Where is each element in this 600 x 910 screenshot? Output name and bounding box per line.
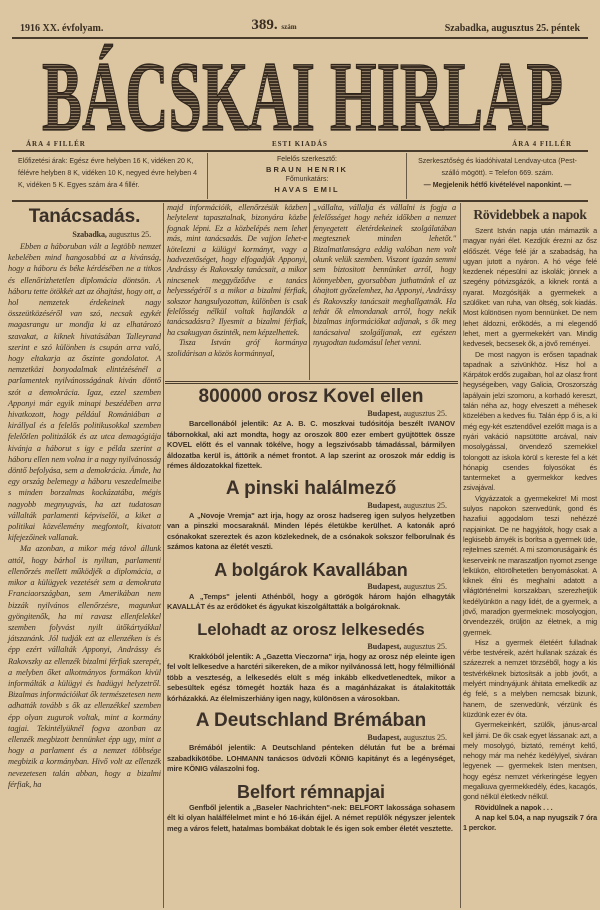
news-body: A „Temps" jelenti Athénből, hogy a görögök három hajón elhagyták KAVALLÁT és az erődöket és ágyukat kiszolgáltatták a bolgároknak.: [167, 591, 455, 611]
divider: [12, 37, 588, 39]
news-body: A „Novoje Vremja" azt irja, hogy az orosz hadsereg igen sulyos helyzetben van a pinszki mocsaraknál. Minden lépés életükbe kerülhet. A katonák apró csónakokat szereztek és azon közlekednek, de a csónakok sokszor felborulnak és számos katona az életét veszti.: [167, 510, 455, 551]
issue-number: 389. szám: [251, 17, 297, 33]
dateline: Szabadka, augusztus 25.: [72, 230, 151, 239]
divider: [165, 381, 458, 384]
right-column: [463, 205, 597, 834]
newspaper-title: [40, 42, 565, 140]
editor-label: Felelős szerkesztő:: [277, 156, 337, 163]
editorial-continuation-1: [167, 203, 307, 359]
news-body: Genfből jelentik a „Baseler Nachrichten"-nek: BELFORT lakossága sohasem élt ki olyan halálfélelmet mint e hó 16-ikán éjjel. A német repülők négyszer jelentek meg a város felett, hatalmas bombákat dobtak le és igen sok ember életét vesztette.: [167, 802, 455, 833]
news-article: [165, 478, 457, 553]
paragraph: Tisza István gróf kormánya szolidárisan a közös kormánnyal,: [167, 338, 307, 358]
column-divider: [309, 203, 310, 380]
news-article: [165, 559, 457, 613]
news-headline: 800000 orosz Kovel ellen: [198, 386, 424, 407]
paragraph: majd információik, ellenőrzésük közben helytelent tapasztalnak, bizonyára közbe fognak lépni. Ez a közbelépés nem lehet más, mint tanácsadás. De vajjon lehet-e kötelezni a külügyi kormányt, vagy a hadvezetőséget, hogy elfogadják Apponyi, Andrássy és Rakovszky tanácsait, a mikor nincsenek meggyőződve e tanács helyességéről s a mikor a bizalmi férfiak, sokszor hangsulyozottan, különben is csak felelősség nélkül voltak hajlandók a tanácsadásra? Ilyesmit a bizalmi férfiak, ha csakugyan őszinték, nem képzelhettek.: [167, 203, 307, 337]
news-headline: A bolgárok Kavallában: [214, 559, 408, 580]
paragraph: „vállalta, vállalja és vállalni is fogja a felelősséget hogy nehéz időkben a nemzet fenyegetett életérdekeinek szolgálatában megtesznek minden lehetőt." Bizalmatlanságra eddig valóban nem volt okunk velük szemben. Viszont igazán semmi sem biztositott bennünket arról, hogy könnyebben, gyorsabban juthatnánk el az óhajtott győzelemhez, ha Apponyi, Andrássy és Rakovszky tanácsait meghallgatnák. Ha tehát ők elmondanak arról, hogy nekik bizalmas információkat adjanak, s ők meg tanácsaival szolgáljanak, ezt egészen nyugodtan tudomásul lehet venni.: [313, 203, 456, 348]
price-left: ÁRA 4 FILLÉR: [26, 140, 86, 148]
price-right: ÁRA 4 FILLÉR: [512, 140, 572, 148]
chief-label: Főmunkatárs:: [285, 176, 329, 183]
paragraph: Gyermekeinkért, szülők, jánus-arcal kell járni. De ők csak egyet lássanak: azt, a mely mosolygó, biztató, reményt keltő, nehogy már ma nehéz kedélylyel, siváran legyenek — gyermekek Isten mentsen, hogy egész nemzet vérkeringése legyen megalkuva gyermekkedély, édes, kacagós, gond nélkül életkedv nélkül.: [463, 720, 597, 802]
editorial-column: [8, 205, 161, 790]
column-divider: [460, 203, 461, 908]
news-body: Barcellonából jelentik: Az A. B. C. moszkvai tudósitója beszélt IVANOV tábornokkal, aki azt mondta, hogy az oroszok 800 ezer embert gyüjtöttek össze KOVEL előtt és el vannak tökélve, hogy a legszivósabb támadással, bármilyen áldozatba kerül is, áttörik a német frontot. A lap szerint az oroszok már eddig is rémes áldozatokkal fizettek.: [167, 419, 455, 470]
news-headline: A pinski halálmező: [225, 477, 397, 499]
header-line: [20, 17, 580, 34]
paragraph: Rövidülnek a napok . . .: [475, 802, 553, 812]
paragraph: Ma azonban, a mikor még távol állunk attól, hogy bárhol is nyiltan, parlamenti ellenőrzés mellett működjék a diplomácia, a mikor a külügyek vezetését sem a demokrata Franciaországban, sem Amerikában nem bizzák nyilvános ellenőrzésre, magunkat gyöngitenők, ha mi ravasz ellenfelekkel szemben folyvást nyilt ütőkártyákkal játszanánk. Jól tudják ezt az ellenzéken is és épp ezért vállalták Apponyi, Andrássy és Rakovszky az ellenzék bizalmi férfiak szerepét, a melyben őket alkotmányos formákon kivül informálták a külügyi és hadügyi helyzetről. Bizalmas információikat ők természetesen nem adhatták tovább s ők az ellenzékkel szemben épp olyan zugurok voltak, mint a kormány tagjai. Tekintélyüknél fogva azonban az ellenzék megbizott bennünket épp ugy, mint a hogy a parlament és a nemzet többsége megbizik a kormányban. Hivő volt az ellenzék nevezetesen talán abban, hogy a bizalmi férfiak, ha: [8, 544, 161, 789]
dateline: Budapest, augusztus 25.: [367, 581, 447, 591]
dateline: Budapest, augusztus 25.: [367, 733, 447, 742]
column-title: Rövidebbek a napok: [473, 207, 587, 222]
column-divider: [163, 203, 164, 908]
paragraph: De most nagyon is erősen tapadnak tapadnak a szivünkhöz. Hisz hol a Kárpátok erdős zugaiban, hol az olasz front hegységeiben, vagy Galicia, Oroszország lapályain jelzi szomoru, a korhadó kereszt, talán néha az, hogy elveszett a méhesek közelében a kedves fiu. Talán épp ő is, a ki még egy-két esztendővel ezelőtt maga is a nyári vakáció napsütötte arcával, naiv mosolygással, örvendező szemekkel tolongott az iskola körül s kereste fel a két hónapig csendes folyosókat és tantermeket a gyermekkor kedves zsivajával.: [463, 349, 597, 493]
news-article: [165, 386, 457, 472]
dateline: Budapest, augusztus 25.: [367, 641, 447, 651]
newspaper-title-text: BÁCSKAI HIRLAP: [42, 42, 563, 140]
paragraph: Hisz a gyermek életéért fulladnak vérbe testvéreik, azért hullanak százak és százezrek a nemzet törzséből, hogy a kis testvérkéknek biztosítsák a jobb jövőt, a melyért mindnyájunk áhitata emelkedik az ég felé, s a melyben nemcsak bizunk, hanem, de szenvedünk, vérzünk és küzdünk ezer év óta.: [463, 637, 597, 719]
news-headline: A Deutschland Brémában: [195, 710, 427, 731]
divider: [12, 150, 588, 152]
editorial-title: Tanácsadás.: [28, 206, 141, 227]
chief-name: HAVAS EMIL: [274, 185, 340, 194]
office-address: Szerkesztőség és kiadóhivatal Lendvay-utca (Pest-szálló mögött). = Telefon 669. szám.: [418, 158, 577, 177]
schedule: — Megjelenik hétfő kivételével naponkint. —: [423, 182, 572, 189]
info-box: [12, 153, 588, 199]
paragraph: A nap kel 5.04, a nap nyugszik 7 óra 1 perckor.: [463, 812, 597, 833]
editors: [207, 153, 407, 199]
dateline: Budapest, augusztus 25.: [367, 409, 447, 418]
place-date: Szabadka, augusztus 25. péntek: [444, 23, 580, 34]
news-section: [165, 386, 457, 840]
news-article: [165, 781, 457, 835]
news-article: [165, 710, 457, 775]
office-info: [407, 153, 588, 199]
paragraph: Ebben a háboruban vált a legtöbb nemzet kebelében mind hangosabbá az a kivánság, hogy a háboru és béke kérdésében ne a titkos és ellenőrizhetetlen diplomácia döntsön. A háboru tette ötökkét azt az óhajtást, hogy ott, a hol nemzetek érdekeinek nagy összeütközéséről van szó, necsak egykét magasrangu ur mondja ki az elhatározó szavakat, a kiknek hivatásában Talleyrand szerint e szó különben is csupán arra való, hogy eltakarja az őszinte gondolatot. A nemzetközi bonyodalmak elintézésénél a parlamentek nyilvánosságának kiván döntő szót a demokrácia. Igaz, ezzel szemben Apponyi már egyik minapi beszédében arra hivatkozott, hogy például Romániában a királlyal és a felelős politikusokkal szemben felelőtlen politizálók és az utca demagógiája kivánja a háborut s igy e példa szerint a háboru ellen nem volna ir a nagy nyilvánosság döntő befolyása, sem a demokrácia. Ámde, ha egy ország belemegy a háboru veszedelmeibe s minden borzalmas kockázatába, mégis nagyobb megnyugvás, ha azt tudatosan vállalták parlamenti képviselői, a kiket a politikai közvélemény megfontolt, kivatott kifejezőinek vallanak.: [8, 242, 161, 543]
editorial-continuation-2: [313, 203, 456, 349]
edition: ESTI KIADÁS: [272, 140, 328, 148]
news-body: Brémából jelentik: A Deutschland pénteken délután fut be a brémai szabadkikötőbe. LOHMANN tanácsos üdvözli KÖNIG kapitányt és a legénységet, mire KÖNIG válaszolni fog.: [167, 743, 455, 773]
dateline: Budapest, augusztus 25.: [367, 500, 447, 510]
editor-name: BRAUN HENRIK: [266, 165, 348, 174]
paragraph: Szent István napja után mámaztik a magyar nyári élet. Kezdjük érezni az ősz előőszét. Vége felé jár a szabadság, ha ugyan jutott a nyáron. A hó vége felé kezdenek népesülni az iskolák; jönnek a szegény pótvizsgázók, a kiknek rontá a nyarat. Mozgósítják a gyermekek a szülőket: van ruha, van öltség, sok kiadás. Most különösen nyom bennünket. De nem lehet áldozni, erőködés, a mi elegendő lehet, mert a gyermekekért van. Mindig kedvesek, becsesek ők, a jövő reményei.: [463, 226, 597, 349]
year-volume: 1916 XX. évfolyam.: [20, 23, 104, 34]
news-headline: Lelohadt az orosz lelkesedés: [197, 620, 425, 639]
news-headline: Belfort rémnapjai: [236, 781, 386, 802]
divider: [12, 200, 588, 202]
news-article: [165, 619, 457, 705]
news-body: Krakkóból jelentik: A „Gazetta Vieczorna" irja, hogy az orosz nép eleinte igen fel volt lelkesedve a harctéri sikereken, de a mikor nyilvánossá lett, hogy félmilliónál több a veszteség, a lelkesedés elült s még inkább elkedvetlenedtek, mikor a sebesültek egész tömegét hozták haza és a magánházakat is átalakitották kórházakká. Az élelmiszerhiány igen nagy, különösen a városokban.: [167, 651, 455, 703]
paragraph: Vigyázzatok a gyermekekre! Mi most sulyos napokon szenvedünk, gond és hazafiui aggodalom teszi nehézzé napjainkat. De ne hagyjátok, hogy csak a legkisebb árnyék is borítsa a gyermek üde, rejtelmes szemét. A mi szomoruságaink és keserveink ne maraszatljon nyomot zsenge lelkükön, eltörölhetetlen benyomásokat. A kiknek élni és meghalni adatott a világtörténelmi korszakban, szerezhetjük kedélyünkön a nagy lidét, de a gyermek, a jövő, maradjon gyermeknek: mosolyogjon, örvendezzék, örüljön az életnek, a mig gyermek.: [463, 493, 597, 637]
subscription-prices: Előfizetési árak: Egész évre helyben 16 K, vidéken 20 K, félévre helyben 8 K, vidéken 10 K, negyed évre helyben 4 K, vidéken 5 K. Egyes szám ára 4 fillér.: [18, 158, 198, 189]
